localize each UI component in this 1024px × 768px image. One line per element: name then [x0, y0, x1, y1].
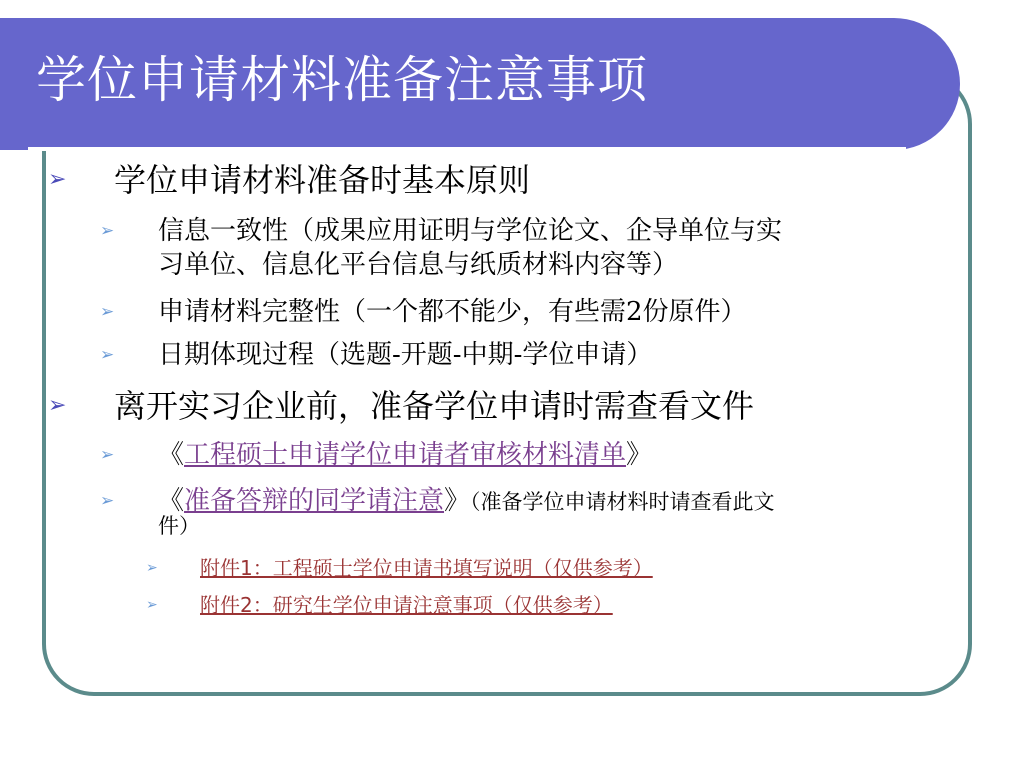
bullet-icon: ➢	[100, 302, 115, 322]
open-bracket: 《	[158, 486, 185, 516]
list-item-consistency	[100, 214, 783, 282]
close-bracket: 》	[626, 440, 653, 470]
section-heading-text: 学位申请材料准备时基本原则	[114, 161, 531, 199]
bullet-icon: ➢	[100, 445, 115, 465]
attachment-item-1	[146, 555, 653, 581]
attachment-link-2[interactable]: 附件2：研究生学位申请注意事项（仅供参考）	[200, 593, 613, 617]
bullet-icon: ➢	[48, 393, 67, 418]
note-text-line2: 件）	[158, 514, 200, 538]
bullet-icon: ➢	[100, 491, 115, 511]
slide-title: 学位申请材料准备注意事项	[36, 51, 648, 109]
attachment-item-2	[146, 592, 613, 618]
bullet-icon: ➢	[100, 221, 115, 241]
title-bar	[0, 18, 960, 150]
checklist-link[interactable]: 工程硕士申请学位申请者审核材料清单	[184, 440, 627, 470]
bullet-icon: ➢	[146, 560, 158, 576]
list-item-text-line2: 习单位、信息化平台信息与纸质材料内容等）	[158, 250, 679, 280]
list-item-checklist-link	[100, 438, 653, 472]
list-item-text: 申请材料完整性（一个都不能少，有些需2份原件）	[158, 297, 747, 327]
open-bracket: 《	[158, 440, 185, 470]
close-bracket: 》	[444, 486, 471, 516]
bullet-icon: ➢	[100, 345, 115, 365]
list-item-text: 日期体现过程（选题-开题-中期-学位申请）	[158, 340, 653, 370]
bullet-icon: ➢	[146, 597, 158, 613]
list-item-text-line1: 信息一致性（成果应用证明与学位论文、企导单位与实	[158, 216, 783, 246]
defense-notice-link[interactable]: 准备答辩的同学请注意	[184, 486, 445, 516]
title-underline	[28, 147, 906, 151]
note-text: （准备学位申请材料时请查看此文	[470, 490, 775, 514]
section-heading-basic-principles	[48, 159, 531, 201]
list-item-dates	[100, 338, 653, 372]
attachment-link-1[interactable]: 附件1：工程硕士学位申请书填写说明（仅供参考）	[200, 556, 653, 580]
list-item-defense-notice-link	[100, 484, 775, 540]
section-heading-text: 离开实习企业前，准备学位申请时需查看文件	[114, 387, 755, 425]
section-heading-before-leaving	[48, 385, 755, 427]
bullet-icon: ➢	[48, 167, 67, 192]
list-item-completeness	[100, 295, 747, 329]
